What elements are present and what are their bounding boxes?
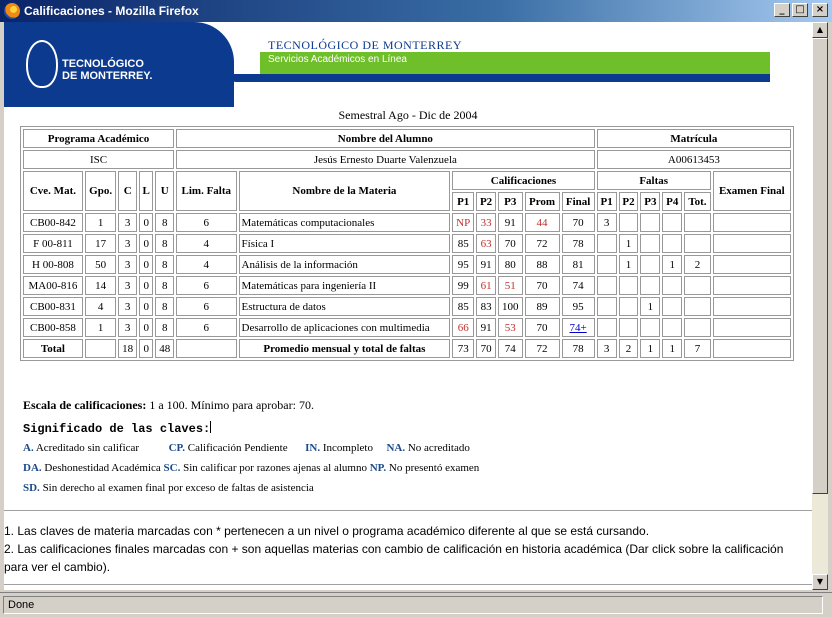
cell-final: 95 (562, 297, 595, 316)
programa-value: ISC (23, 150, 174, 169)
cell-p3: 53 (498, 318, 523, 337)
scroll-down-icon[interactable]: ▼ (812, 574, 828, 590)
total-lim (176, 339, 237, 358)
cell-p2: 61 (476, 276, 496, 295)
cell-p3: 91 (498, 213, 523, 232)
cell-p2: 91 (476, 318, 496, 337)
cell-lim: 6 (176, 213, 237, 232)
total-p1: 73 (452, 339, 474, 358)
cell-u: 8 (155, 255, 174, 274)
cell-c: 3 (118, 318, 137, 337)
cell-c: 3 (118, 297, 137, 316)
col-prom: Prom (525, 192, 560, 211)
cell-final (562, 318, 595, 337)
cell-prom: 70 (525, 276, 560, 295)
keys-line-2: DA. Deshonestidad Académica SC. Sin calificar por razones ajenas al alumno NP. No presentó examen (23, 462, 480, 474)
cell-materia: Análisis de la información (239, 255, 451, 274)
cell-gpo: 17 (85, 234, 117, 253)
matricula-value: A00613453 (597, 150, 791, 169)
cell-lim: 4 (176, 255, 237, 274)
cell-materia: Desarrollo de aplicaciones con multimedia (239, 318, 451, 337)
cell-materia: Matemáticas para ingeniería II (239, 276, 451, 295)
col-c: C (118, 171, 137, 211)
cell-exam (713, 255, 791, 274)
cell-cve: CB00-858 (23, 318, 83, 337)
tec-logo-icon (26, 40, 58, 88)
cell-tot: 2 (684, 255, 710, 274)
key-code-np: NP. (369, 462, 387, 474)
cell-fp2 (619, 213, 639, 232)
col-fp1: P1 (597, 192, 617, 211)
cell-p1: 85 (452, 234, 474, 253)
close-button[interactable]: × (812, 3, 828, 17)
total-l: 0 (139, 339, 154, 358)
cell-final: 74 (562, 276, 595, 295)
total-c: 18 (118, 339, 137, 358)
footnotes (4, 522, 804, 576)
cell-lim: 4 (176, 234, 237, 253)
page-content (4, 22, 812, 590)
cell-exam (713, 213, 791, 232)
table-row (23, 318, 791, 337)
total-gpo (85, 339, 117, 358)
cell-tot (684, 276, 710, 295)
total-fp2: 2 (619, 339, 639, 358)
cell-final: 70 (562, 213, 595, 232)
grading-scale-label: Escala de calificaciones: (23, 398, 147, 412)
cell-p1: 95 (452, 255, 474, 274)
maximize-button[interactable]: □ (792, 3, 808, 17)
cell-gpo: 1 (85, 318, 117, 337)
cell-cve: MA00-816 (23, 276, 83, 295)
cell-p1: 99 (452, 276, 474, 295)
grading-scale-text: 1 a 100. Mínimo para aprobar: 70. (146, 398, 314, 412)
cell-gpo: 4 (85, 297, 117, 316)
cell-c: 3 (118, 213, 137, 232)
col-gpo: Gpo. (85, 171, 117, 211)
cell-tot (684, 297, 710, 316)
cell-fp3 (640, 318, 660, 337)
cell-cve: H 00-808 (23, 255, 83, 274)
cell-fp3: 1 (640, 297, 660, 316)
cell-p3: 100 (498, 297, 523, 316)
total-final: 78 (562, 339, 595, 358)
cell-fp4 (662, 213, 682, 232)
final-grade-change-link[interactable]: 74+ (569, 321, 587, 334)
grading-scale (23, 398, 314, 413)
col-lim: Lim. Falta (176, 171, 237, 211)
status-bar (0, 592, 832, 617)
window-title: Calificaciones - Mozilla Firefox (24, 4, 199, 18)
vertical-scrollbar[interactable] (812, 22, 828, 590)
table-row (23, 213, 791, 232)
cell-fp4 (662, 234, 682, 253)
cell-tot (684, 318, 710, 337)
key-code-a: A. (23, 442, 34, 454)
total-fp3: 1 (640, 339, 660, 358)
cell-fp2: 1 (619, 234, 639, 253)
total-label: Total (23, 339, 83, 358)
cell-u: 8 (155, 213, 174, 232)
col-u: U (155, 171, 174, 211)
cell-fp2 (619, 297, 639, 316)
key-code-na: NA. (386, 442, 406, 454)
col-final: Final (562, 192, 595, 211)
cell-l: 0 (139, 234, 154, 253)
cell-p1: NP (452, 213, 474, 232)
col-calificaciones: Calificaciones (452, 171, 594, 190)
cell-l: 0 (139, 318, 154, 337)
total-exam (713, 339, 791, 358)
col-fp4: P4 (662, 192, 682, 211)
total-p3: 74 (498, 339, 523, 358)
cell-l: 0 (139, 297, 154, 316)
cell-prom: 72 (525, 234, 560, 253)
banner-divider (230, 74, 770, 82)
total-fp4: 1 (662, 339, 682, 358)
cell-fp3 (640, 276, 660, 295)
cell-p1: 66 (452, 318, 474, 337)
keys-line-3: SD. Sin derecho al examen final por exceso de faltas de asistencia (23, 482, 314, 494)
col-p2: P2 (476, 192, 496, 211)
logo-text: TECNOLÓGICO DE MONTERREY. (62, 58, 153, 82)
cell-fp3 (640, 213, 660, 232)
nombre-header: Nombre del Alumno (176, 129, 595, 148)
cell-cve: CB00-831 (23, 297, 83, 316)
footnote-2: 2. Las calificaciones finales marcadas con + son aquellas materias con cambio de calificación en historia académica (Dar click sobre la calificación para ver el cambio). (4, 542, 784, 574)
cell-l: 0 (139, 255, 154, 274)
col-p1: P1 (452, 192, 474, 211)
cell-exam (713, 318, 791, 337)
text-caret (210, 421, 211, 433)
cell-u: 8 (155, 318, 174, 337)
programa-header: Programa Académico (23, 129, 174, 148)
semester-label: Semestral Ago - Dic de 2004 (338, 108, 478, 122)
col-fp3: P3 (640, 192, 660, 211)
nombre-value: Jesús Ernesto Duarte Valenzuela (176, 150, 595, 169)
cell-u: 8 (155, 297, 174, 316)
cell-fp1 (597, 318, 617, 337)
col-examen: Examen Final (713, 171, 791, 211)
cell-p1: 85 (452, 297, 474, 316)
cell-exam (713, 234, 791, 253)
cell-exam (713, 276, 791, 295)
key-code-da: DA. (23, 462, 42, 474)
cell-l: 0 (139, 276, 154, 295)
cell-materia: Matemáticas computacionales (239, 213, 451, 232)
cell-p3: 80 (498, 255, 523, 274)
cell-p2: 83 (476, 297, 496, 316)
matricula-header: Matrícula (597, 129, 791, 148)
cell-fp4 (662, 276, 682, 295)
key-code-cp: CP. (168, 442, 185, 454)
total-p2: 70 (476, 339, 496, 358)
cell-exam (713, 297, 791, 316)
divider-bottom (4, 584, 812, 586)
cell-c: 3 (118, 276, 137, 295)
cell-tot (684, 234, 710, 253)
cell-gpo: 1 (85, 213, 117, 232)
col-faltas: Faltas (597, 171, 711, 190)
col-p3: P3 (498, 192, 523, 211)
cell-l: 0 (139, 213, 154, 232)
banner-logo-panel (4, 22, 234, 107)
cell-prom: 70 (525, 318, 560, 337)
firefox-icon (4, 3, 20, 19)
cell-fp1 (597, 297, 617, 316)
col-tot: Tot. (684, 192, 710, 211)
cell-p3: 51 (498, 276, 523, 295)
cell-materia: Estructura de datos (239, 297, 451, 316)
cell-final: 78 (562, 234, 595, 253)
cell-materia: Física I (239, 234, 451, 253)
col-materia: Nombre de la Materia (239, 171, 451, 211)
cell-prom: 44 (525, 213, 560, 232)
window-controls (774, 3, 828, 17)
cell-p2: 33 (476, 213, 496, 232)
cell-fp3 (640, 255, 660, 274)
cell-cve: F 00-811 (23, 234, 83, 253)
key-code-in: IN. (305, 442, 321, 454)
banner-title: TECNOLÓGICO DE MONTERREY (268, 38, 462, 52)
key-code-sc: SC. (163, 462, 181, 474)
cell-fp2 (619, 318, 639, 337)
table-row (23, 255, 791, 274)
cell-gpo: 14 (85, 276, 117, 295)
cell-lim: 6 (176, 276, 237, 295)
cell-c: 3 (118, 255, 137, 274)
cell-lim: 6 (176, 297, 237, 316)
window-titlebar (0, 0, 832, 22)
cell-prom: 89 (525, 297, 560, 316)
cell-fp3 (640, 234, 660, 253)
total-u: 48 (155, 339, 174, 358)
cell-fp2 (619, 276, 639, 295)
cell-u: 8 (155, 234, 174, 253)
cell-fp1 (597, 276, 617, 295)
key-code-sd: SD. (23, 482, 40, 494)
scroll-up-icon[interactable]: ▲ (812, 22, 828, 38)
cell-tot (684, 213, 710, 232)
cell-gpo: 50 (85, 255, 117, 274)
divider-top (4, 510, 812, 512)
cell-cve: CB00-842 (23, 213, 83, 232)
col-fp2: P2 (619, 192, 639, 211)
cell-fp1 (597, 234, 617, 253)
total-row (23, 339, 791, 358)
cell-p2: 63 (476, 234, 496, 253)
scroll-thumb[interactable] (812, 38, 828, 494)
col-cve: Cve. Mat. (23, 171, 83, 211)
cell-fp4 (662, 318, 682, 337)
cell-final: 81 (562, 255, 595, 274)
footnote-1: 1. Las claves de materia marcadas con * pertenecen a un nivel o programa académico diferente al que se está cursando. (4, 524, 650, 538)
total-prom: 72 (525, 339, 560, 358)
cell-p3: 70 (498, 234, 523, 253)
table-row (23, 297, 791, 316)
cell-fp4: 1 (662, 255, 682, 274)
total-fp1: 3 (597, 339, 617, 358)
cell-fp1: 3 (597, 213, 617, 232)
cell-fp4 (662, 297, 682, 316)
total-materia: Promedio mensual y total de faltas (239, 339, 451, 358)
cell-c: 3 (118, 234, 137, 253)
cell-lim: 6 (176, 318, 237, 337)
cell-p2: 91 (476, 255, 496, 274)
col-l: L (139, 171, 154, 211)
cell-prom: 88 (525, 255, 560, 274)
status-text: Done (3, 596, 823, 614)
cell-fp1 (597, 255, 617, 274)
cell-fp2: 1 (619, 255, 639, 274)
grades-table (20, 126, 794, 361)
banner-subtitle: Servicios Académicos en Línea (260, 52, 770, 76)
keys-line-1: A. Acreditado sin calificar CP. Calificación Pendiente IN. Incompleto NA. No acreditado (23, 442, 470, 454)
minimize-button[interactable]: _ (774, 3, 790, 17)
total-tot: 7 (684, 339, 710, 358)
table-row (23, 234, 791, 253)
table-row (23, 276, 791, 295)
keys-heading: Significado de las claves: (23, 422, 211, 436)
cell-u: 8 (155, 276, 174, 295)
